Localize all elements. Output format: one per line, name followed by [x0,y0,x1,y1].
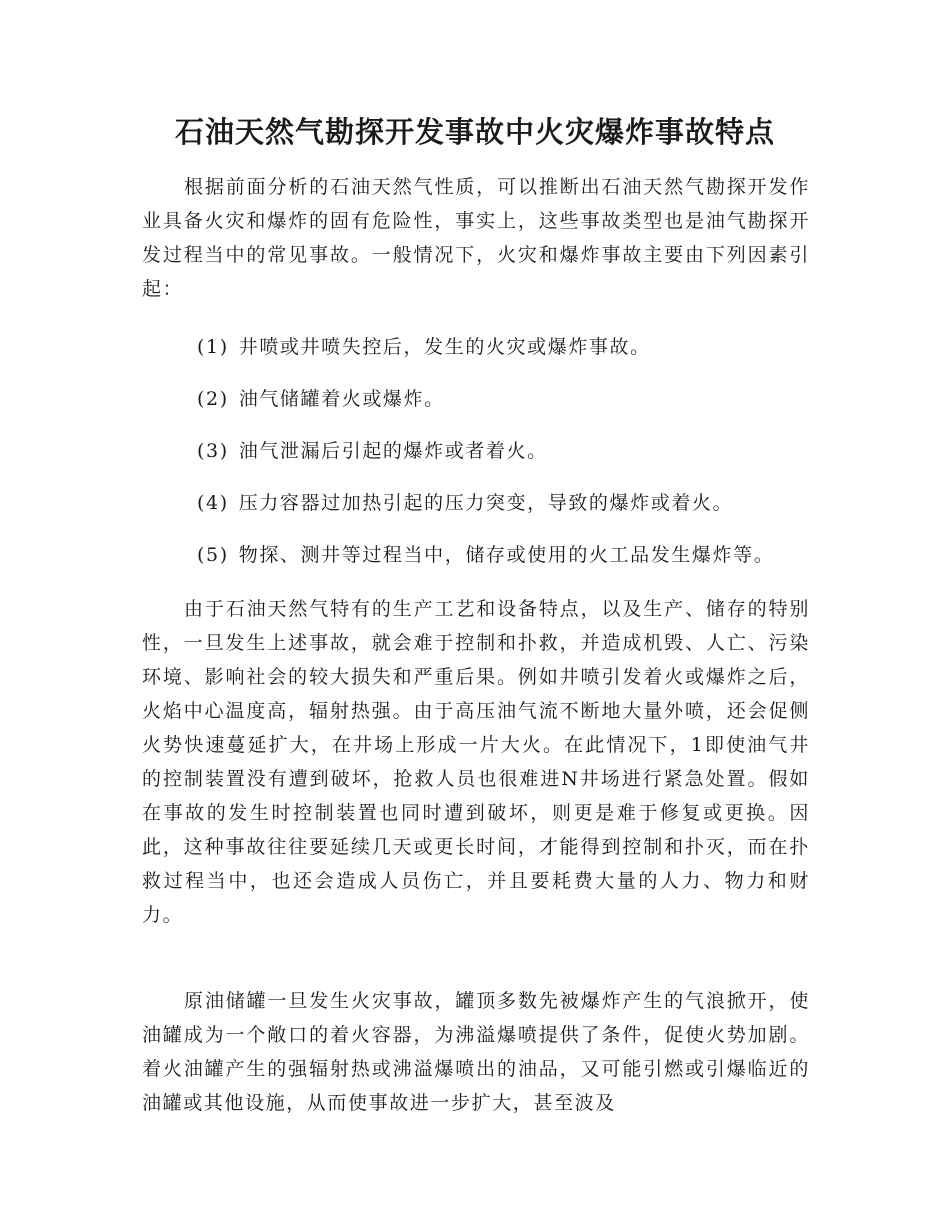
list-item-number: (3) [197,440,229,462]
list-item-number: (4) [197,492,229,514]
list-item [197,332,837,362]
body-paragraph-2: 由于石油天然气特有的生产工艺和设备特点，以及生产、储存的特别性，一旦发生上述事故，就会难于控制和扑救，并造成机毁、人亡、污染环境、影响社会的较大损失和严重后果。例如井喷引发着火或爆炸之后，火焰中心温度高，辐射热强。由于高压油气流不断地大量外喷，还会促侧火势快速蔓延扩大，在井场上形成一片大火。在此情况下，1即使油气井的控制装置没有遭到破坏，抢救人员也很难进N井场进行紧急处置。假如在事故的发生时控制装置也同时遭到破坏，则更是难于修复或更换。因此，这种事故往往要延续几天或更长时间，才能得到控制和扑灭，而在扑救过程当中，也还会造成人员伤亡，并且要耗费大量的人力、物力和财力。 [142,598,810,926]
list-item-text: 井喷或井喷失控后，发生的火灾或爆炸事故。 [238,336,651,358]
list-item-text: 油气泄漏后引起的爆炸或者着火。 [238,440,548,462]
list-item-number: (2) [197,388,229,410]
list-item-number: (1) [197,336,229,358]
document-title: 石油天然气勘探开发事故中火灾爆炸事故特点 [174,115,775,149]
body-paragraph-3: 原油储罐一旦发生火灾事故，罐顶多数先被爆炸产生的气浪掀开，使油罐成为一个敞口的着火容器，为沸溢爆喷提供了条件，促使火势加剧。着火油罐产生的强辐射热或沸溢爆喷出的油品，又可能引燃或引爆临近的油罐或其他设施，从而使事故进一步扩大，甚至波及 [142,990,810,1114]
list-item-number: (5) [197,544,229,566]
list-item [197,540,837,570]
list-item [197,488,837,518]
list-item [197,436,837,466]
list-item [197,384,837,414]
list-item-text: 压力容器过加热引起的压力突变，导致的爆炸或着火。 [238,492,734,514]
intro-paragraph: 根据前面分析的石油天然气性质，可以推断出石油天然气勘探开发作业具备火灾和爆炸的固有危险性，事实上，这些事故类型也是油气勘探开发过程当中的常见事故。一般情况下，火灾和爆炸事故主要由下列因素引起： [142,176,810,300]
list-item-text: 物探、测井等过程当中，储存或使用的火工品发生爆炸等。 [238,544,775,566]
list-item-text: 油气储罐着火或爆炸。 [238,388,445,410]
